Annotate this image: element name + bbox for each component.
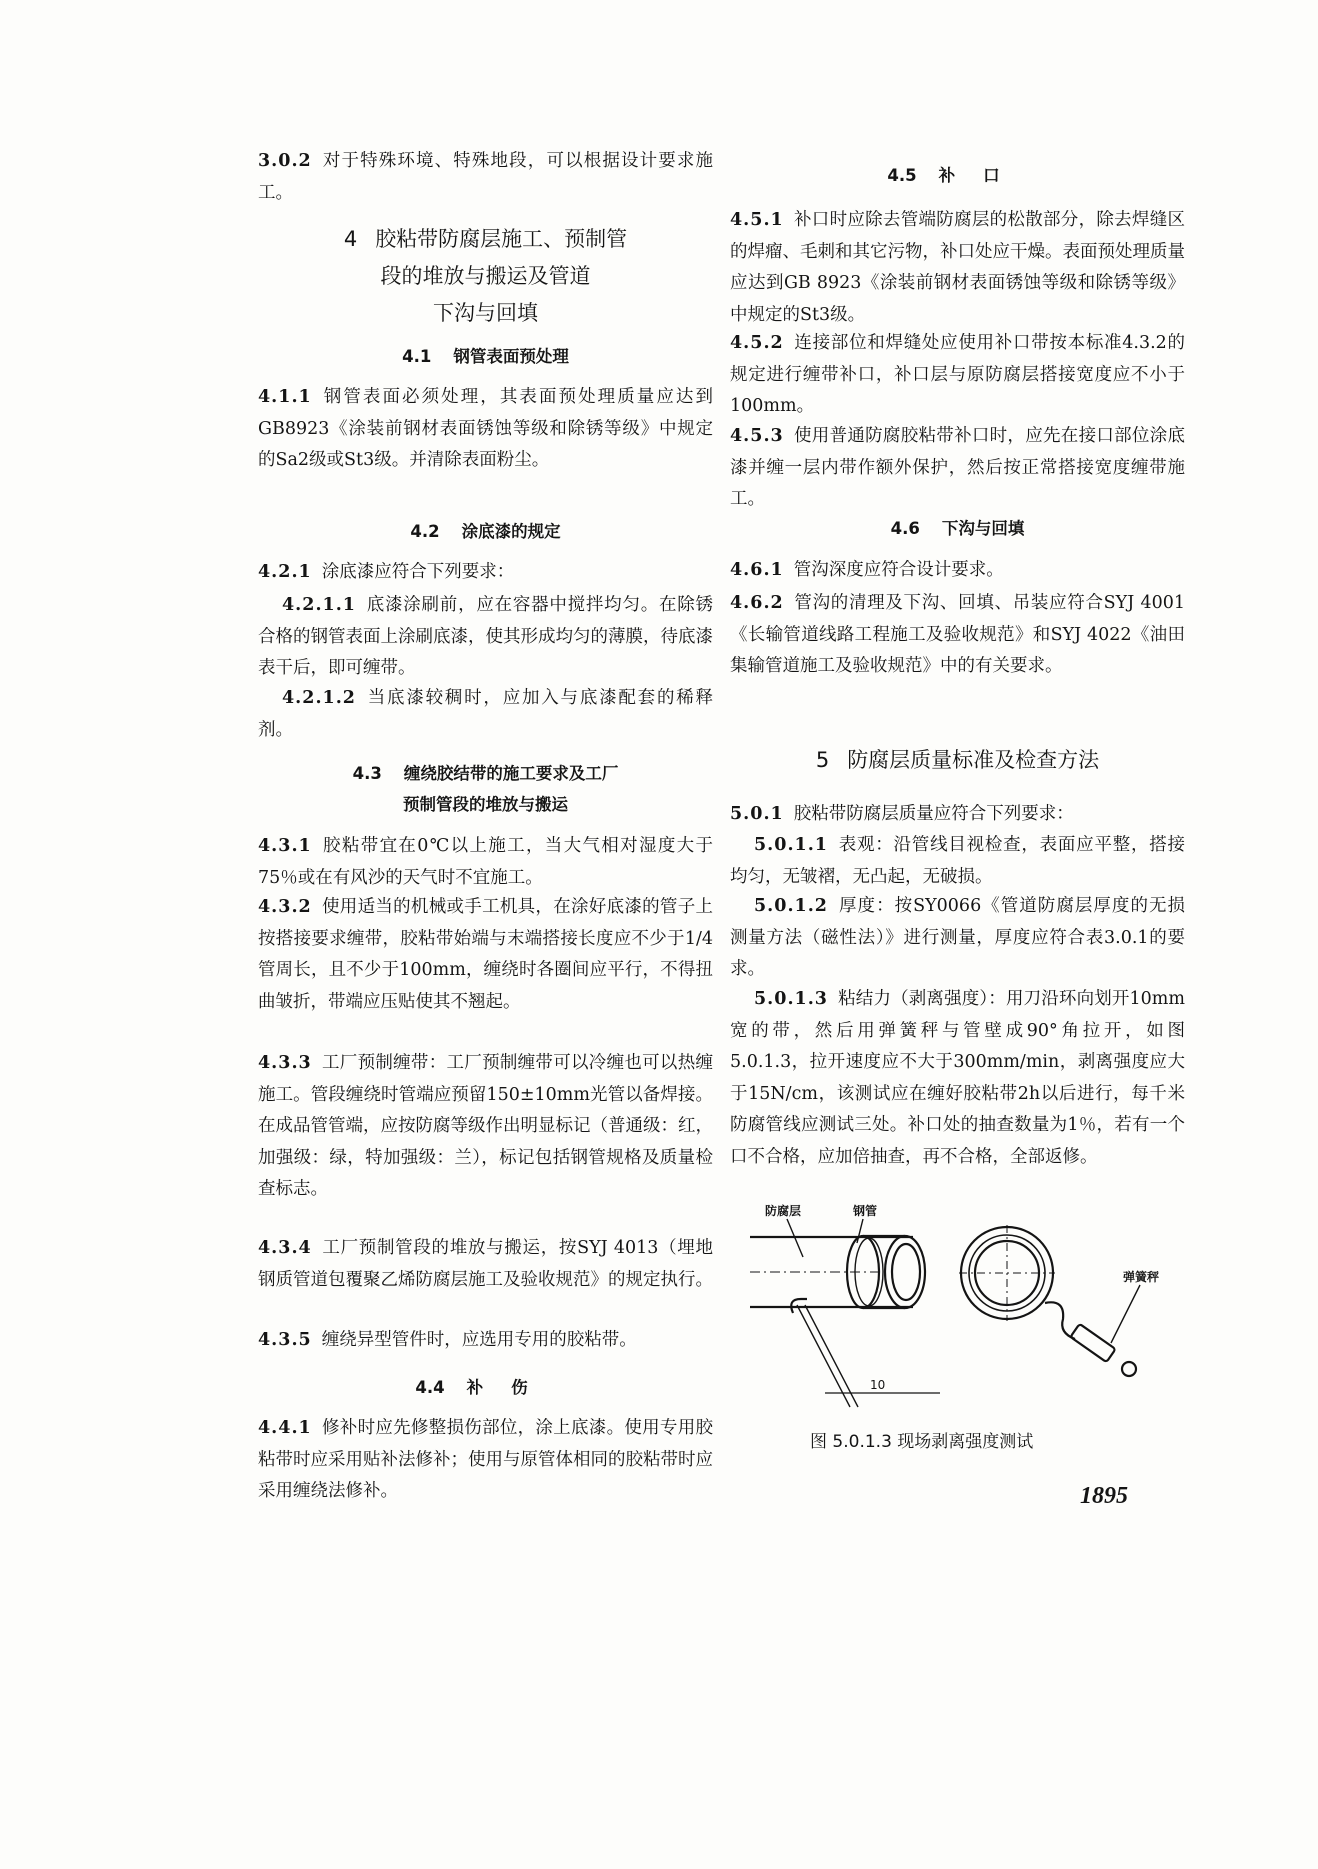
section-4-1-heading <box>258 341 713 372</box>
knife-line <box>797 1305 850 1407</box>
clause-text: 对于特殊环境、特殊地段，可以根据设计要求施工。 <box>258 151 713 203</box>
clause-number: 5.0.1.1 <box>754 835 828 855</box>
section-title: 补伤 <box>466 1378 556 1397</box>
clause-text: 涂底漆应符合下列要求： <box>321 562 515 582</box>
clause-4-6-1 <box>730 555 1185 587</box>
clause-number: 4.2.1.2 <box>282 688 356 708</box>
section-title: 涂底漆的规定 <box>461 522 561 541</box>
clause-4-1-1 <box>258 382 713 477</box>
section-number: 4.6 <box>890 519 920 538</box>
label-spring-scale: 弹簧秤 <box>1123 1270 1160 1284</box>
dimension-label: 10 <box>870 1378 886 1392</box>
peel-test-diagram <box>745 1195 1175 1420</box>
clause-3-0-2 <box>258 146 713 209</box>
clause-4-2-1 <box>258 557 713 589</box>
clause-4-3-4 <box>258 1233 713 1296</box>
pipe-end-inner <box>892 1244 920 1300</box>
label-coating: 防腐层 <box>765 1204 802 1218</box>
section-4-2-heading <box>258 516 713 547</box>
clause-5-0-1 <box>730 799 1185 831</box>
pipe-leader-line <box>857 1219 863 1243</box>
clause-text: 钢管表面必须处理，其表面预处理质量应达到GB8923《涂装前钢材表面锈蚀等级和除锈等级》中规定的Sa2级或St3级。并清除表面粉尘。 <box>258 387 713 470</box>
clause-number: 4.3.3 <box>258 1053 312 1073</box>
clause-5-0-1-3 <box>730 984 1185 1173</box>
clause-text: 使用普通防腐胶粘带补口时，应先在接口部位涂底漆并缠一层内带作额外保护，然后按正常搭接宽度缠带施工。 <box>730 426 1185 509</box>
chapter-number: 5 <box>815 748 830 772</box>
clause-4-2-1-2 <box>258 683 713 746</box>
section-title-line-1: 缠绕胶结带的施工要求及工厂 <box>403 764 619 783</box>
section-title: 下沟与回填 <box>941 519 1025 538</box>
clause-4-3-5 <box>258 1325 713 1357</box>
clause-4-2-1-1 <box>258 590 713 685</box>
clause-4-3-1 <box>258 831 713 894</box>
section-number: 4.3 <box>352 764 382 783</box>
clause-5-0-1-1 <box>730 830 1185 893</box>
clause-text: 底漆涂刷前，应在容器中搅拌均匀。在除锈合格的钢管表面上涂刷底漆，使其形成均匀的薄膜，待底漆表干后，即可缠带。 <box>258 595 713 678</box>
label-pipe: 钢管 <box>853 1204 878 1218</box>
clause-text: 连接部位和焊缝处应使用补口带按本标准4.3.2的规定进行缠带补口，补口层与原防腐层搭接宽度应不小于100mm。 <box>730 333 1185 416</box>
figure-caption: 图 5.0.1.3 现场剥离强度测试 <box>810 1432 1034 1452</box>
clause-text: 胶粘带防腐层质量应符合下列要求： <box>793 804 1074 824</box>
clause-text: 缠绕异型管件时，应选用专用的胶粘带。 <box>321 1330 637 1350</box>
clause-text: 补口时应除去管端防腐层的松散部分，除去焊缝区的焊瘤、毛刺和其它污物，补口处应干燥。表面预处理质量应达到GB 8923《涂装前钢材表面锈蚀等级和除锈等级》中规定的St3级。 <box>730 210 1185 325</box>
section-number: 4.4 <box>415 1378 445 1397</box>
chapter-title-line-3: 下沟与回填 <box>433 301 538 325</box>
section-4-6-heading <box>730 513 1185 544</box>
clause-4-5-3 <box>730 421 1185 516</box>
spring-scale-ring <box>1122 1362 1136 1376</box>
clause-text: 当底漆较稠时，应加入与底漆配套的稀释剂。 <box>258 688 713 740</box>
clause-number: 4.3.2 <box>258 897 312 917</box>
clause-4-3-2 <box>258 892 713 1018</box>
clause-text: 管沟深度应符合设计要求。 <box>793 560 1004 580</box>
section-number: 4.1 <box>402 347 432 366</box>
clause-4-5-2 <box>730 328 1185 423</box>
page-number: 1895 <box>1080 1483 1128 1509</box>
section-4-5-heading <box>730 160 1185 191</box>
clause-number: 5.0.1.3 <box>754 989 828 1009</box>
section-number: 4.2 <box>410 522 440 541</box>
clause-text: 粘结力（剥离强度）：用刀沿环向划开10mm宽的带，然后用弹簧秤与管壁成90°角拉开，如图5.0.1.3，拉开速度应不大于300mm/min，剥离强度应大于15N/cm，该测试应在缠好胶粘带2h以后进行，每千米防腐管线应测试三处。补口处的抽查数量为1％，若有一个口不合格，应加倍抽查，再不合格，全部返修。 <box>730 989 1185 1167</box>
clause-number: 5.0.1 <box>730 804 784 824</box>
clause-text: 胶粘带宜在0℃以上施工，当大气相对湿度大于75％或在有风沙的天气时不宜施工。 <box>258 836 713 888</box>
clause-number: 4.1.1 <box>258 387 312 407</box>
section-number: 4.5 <box>887 166 917 185</box>
clause-4-5-1 <box>730 205 1185 331</box>
chapter-title-line-1: 胶粘带防腐层施工、预制管 <box>375 227 628 251</box>
clause-number: 5.0.1.2 <box>754 896 828 916</box>
clause-4-4-1 <box>258 1413 713 1508</box>
clause-text: 表观：沿管线目视检查，表面应平整，搭接均匀，无皱褶，无凸起，无破损。 <box>730 835 1185 887</box>
knife-line-2 <box>805 1305 858 1407</box>
spring-scale-body <box>1070 1324 1115 1362</box>
clause-text: 修补时应先修整损伤部位，涂上底漆。使用专用胶粘带时应采用贴补法修补；使用与原管体相同的胶粘带时应采用缠绕法修补。 <box>258 1418 713 1501</box>
clause-number: 4.6.1 <box>730 560 784 580</box>
clause-4-3-3 <box>258 1048 713 1206</box>
clause-number: 4.4.1 <box>258 1418 312 1438</box>
spring-scale-leader <box>1111 1285 1140 1343</box>
clause-4-6-2 <box>730 588 1185 683</box>
chapter-number: 4 <box>343 227 358 251</box>
clause-number: 4.3.5 <box>258 1330 312 1350</box>
clause-number: 4.3.4 <box>258 1238 312 1258</box>
section-title: 补口 <box>938 166 1028 185</box>
clause-number: 3.0.2 <box>258 151 312 171</box>
peeled-strip <box>1045 1302 1075 1339</box>
clause-number: 4.5.3 <box>730 426 784 446</box>
chapter-title-line-2: 段的堆放与搬运及管道 <box>380 264 591 288</box>
clause-number: 4.5.2 <box>730 333 784 353</box>
clause-text: 管沟的清理及下沟、回填、吊装应符合SYJ 4001《长输管道线路工程施工及验收规范》和SYJ 4022《油田集输管道施工及验收规范》中的有关要求。 <box>730 593 1185 676</box>
clause-text: 工厂预制缠带：工厂预制缠带可以冷缠也可以热缠施工。管段缠绕时管端应预留150±10mm光管以备焊接。在成品管管端，应按防腐等级作出明显标记（普通级：红，加强级：绿，特加强级：兰），标记包括钢管规格及质量检查标志。 <box>258 1053 713 1199</box>
chapter-title: 防腐层质量标准及检查方法 <box>847 748 1100 772</box>
figure-peel-strength-test <box>745 1195 1175 1420</box>
clause-text: 工厂预制管段的堆放与搬运，按SYJ 4013（埋地钢质管道包覆聚乙烯防腐层施工及验收规范》的规定执行。 <box>258 1238 713 1290</box>
section-title: 钢管表面预处理 <box>453 347 569 366</box>
clause-number: 4.2.1 <box>258 562 312 582</box>
section-4-3-heading <box>258 758 713 820</box>
clause-5-0-1-2 <box>730 891 1185 986</box>
clause-number: 4.5.1 <box>730 210 784 230</box>
clause-number: 4.6.2 <box>730 593 784 613</box>
section-4-4-heading <box>258 1372 713 1403</box>
chapter-4-heading <box>258 221 713 332</box>
section-title-line-2: 预制管段的堆放与搬运 <box>403 795 568 814</box>
clause-text: 使用适当的机械或手工机具，在涂好底漆的管子上按搭接要求缠带，胶粘带始端与末端搭接长度应不少于1/4管周长，且不少于100mm，缠绕时各圈间应平行，不得扭曲皱折，带端应压贴使其不翘起。 <box>258 897 713 1012</box>
clause-text: 厚度：按SY0066《管道防腐层厚度的无损测量方法（磁性法）》进行测量，厚度应符合表3.0.1的要求。 <box>730 896 1185 979</box>
chapter-5-heading <box>730 742 1185 779</box>
clause-number: 4.3.1 <box>258 836 312 856</box>
clause-number: 4.2.1.1 <box>282 595 356 615</box>
